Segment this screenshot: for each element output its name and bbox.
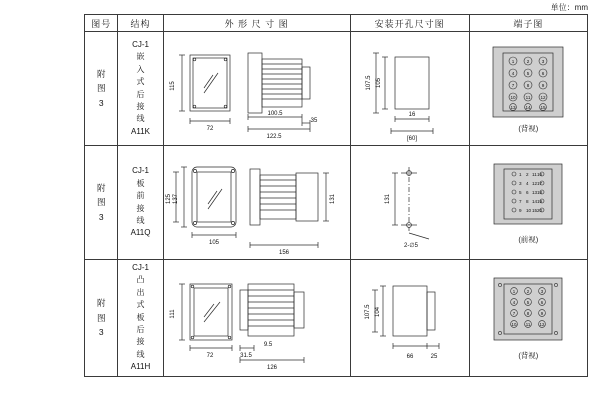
row2-term-num-18: 19 [537, 198, 543, 204]
row2-dim-2: 105 [208, 239, 219, 246]
row2-term-num-9: 10 [526, 207, 532, 213]
row1-struct-cell [118, 32, 163, 146]
row3-dim-1: 72 [206, 352, 213, 359]
row1-hole-dim-3: [60] [406, 135, 417, 142]
row2-term-num-17: 18 [537, 189, 543, 195]
row3-struct-cell [118, 260, 163, 377]
row2-term-num-12: 13 [532, 189, 538, 195]
row1-hole-cell [350, 32, 469, 146]
row1-struct-2: 入 [136, 64, 145, 74]
row3-dim-3: 31.5 [239, 352, 252, 359]
row3-term-num-6: 7 [513, 310, 516, 316]
row3-term-caption: (背视) [518, 350, 539, 360]
row3-struct-0: CJ-1 [132, 263, 149, 272]
row2-no-cell [85, 146, 118, 260]
row2-no-line2: 图 [96, 197, 106, 208]
row3-struct-2: 出 [136, 287, 145, 297]
row1-term-num-7: 8 [527, 82, 530, 88]
row1-term-cell [469, 32, 587, 146]
header-outline: 外 形 尺 寸 图 [163, 15, 350, 32]
row3-dim-2: 9.5 [263, 341, 272, 348]
row3-hole-cell [350, 260, 469, 377]
row3-term-num-3: 4 [513, 299, 516, 305]
row2-dim-4: 131 [329, 193, 336, 204]
row2-outline-drawing [164, 147, 350, 259]
row3-struct-6: 接 [136, 337, 145, 347]
row1-term-num-14: 15 [540, 104, 546, 110]
row3-hole-dim-1: 104 [374, 306, 381, 317]
row3-outline-cell [163, 260, 350, 377]
row2-term-num-10: 11 [532, 171, 538, 177]
row1-no-line3: 3 [98, 97, 104, 108]
row2-term-num-2: 3 [519, 180, 522, 186]
row3-dim-0: 111 [169, 309, 176, 319]
row1-hole-dim-2: 16 [408, 111, 415, 118]
row1-term-num-3: 4 [512, 70, 515, 76]
row3-term-num-5: 6 [541, 299, 544, 305]
row2-hole-cell [350, 146, 469, 260]
row2-struct-0: CJ-1 [132, 166, 149, 176]
row3-struct-code: A11H [130, 362, 151, 372]
row3-struct-7: 线 [136, 349, 145, 359]
row2-term-num-15: 16 [537, 171, 543, 177]
header-term: 端子图 [469, 15, 587, 32]
row3-term-num-0: 1 [513, 288, 516, 294]
row3-hole-dim-2: 25 [430, 353, 437, 360]
row1-term-num-4: 5 [527, 70, 530, 76]
row1-term-num-12: 13 [510, 104, 516, 110]
row2-term-num-13: 14 [532, 198, 538, 204]
row2-hole-drawing [351, 147, 469, 259]
row3-hole-dim-3: 66 [406, 353, 413, 360]
table-row [85, 32, 588, 146]
row1-term-num-8: 9 [542, 82, 545, 88]
row1-struct-3: 式 [136, 77, 145, 87]
row1-dim-3: 122.5 [266, 133, 282, 140]
row1-struct-0: CJ-1 [132, 39, 149, 49]
row2-term-num-0: 1 [519, 171, 522, 177]
row3-no-cell [85, 260, 118, 377]
row3-struct-1: 凸 [136, 275, 145, 285]
row2-outline-cell [163, 146, 350, 260]
row1-term-num-13: 14 [525, 104, 531, 110]
row3-term-num-11: 12 [539, 321, 545, 327]
row2-no-line3: 3 [98, 211, 104, 222]
row2-struct-2: 前 [136, 191, 145, 201]
row2-struct-4: 线 [136, 215, 145, 225]
row1-terminal-diagram [489, 44, 567, 120]
row3-term-num-1: 2 [527, 288, 530, 294]
row1-term-num-6: 7 [512, 82, 515, 88]
row3-outline-drawing [164, 262, 350, 374]
row2-hole-dim-0: 131 [384, 193, 391, 204]
row3-struct-3: 式 [136, 300, 145, 310]
row1-term-num-1: 2 [527, 58, 530, 64]
row1-hole-drawing [351, 33, 469, 145]
row2-struct-1: 板 [136, 178, 145, 188]
row1-term-num-2: 3 [542, 58, 545, 64]
row2-struct-code: A11Q [130, 228, 151, 238]
table-row [85, 146, 588, 260]
row2-struct-cell [118, 146, 163, 260]
row3-term-num-7: 8 [527, 310, 530, 316]
row1-struct-5: 接 [136, 101, 145, 111]
row3-term-num-4: 5 [527, 299, 530, 305]
row1-term-num-0: 1 [512, 58, 515, 64]
row2-term-num-3: 4 [526, 180, 529, 186]
row2-term-num-1: 2 [526, 171, 529, 177]
row2-term-num-19: 20 [537, 207, 543, 213]
header-hole: 安装开孔尺寸图 [350, 15, 469, 32]
row3-hole-drawing [351, 262, 469, 374]
row2-terminal-diagram [488, 161, 568, 231]
row1-dim-2: 100.5 [267, 110, 283, 117]
row2-term-num-4: 5 [519, 189, 522, 195]
row2-term-num-11: 12 [532, 180, 538, 186]
row3-no-line1: 附 [96, 298, 106, 309]
row1-hole-dim-1: 105 [375, 77, 382, 88]
row3-term-num-10: 11 [526, 321, 531, 327]
header-struct: 结构 [118, 15, 163, 32]
row2-term-cell [469, 146, 587, 260]
row3-term-num-2: 3 [541, 288, 544, 294]
row1-term-num-5: 6 [542, 70, 545, 76]
table-header-row [85, 15, 588, 32]
row1-no-cell [85, 32, 118, 146]
row1-term-num-9: 10 [510, 94, 516, 100]
row3-term-num-8: 9 [541, 310, 544, 316]
row1-no-line1: 附 [96, 68, 106, 79]
row3-struct-4: 板 [136, 312, 145, 322]
row2-term-num-5: 6 [526, 189, 529, 195]
row2-dim-3: 156 [278, 249, 289, 256]
row1-term-num-10: 11 [525, 94, 531, 100]
row2-term-caption: (前视) [518, 234, 539, 244]
row1-term-caption: (背视) [518, 123, 539, 133]
header-no: 图号 [85, 15, 118, 32]
row2-term-num-14: 15 [532, 207, 538, 213]
row1-struct-code: A11K [131, 126, 150, 136]
row3-hole-dim-0: 107.5 [364, 304, 371, 320]
row1-outline-cell [163, 32, 350, 146]
row3-no-line2: 图 [96, 312, 106, 323]
row3-terminal-diagram [489, 275, 567, 347]
row1-struct-6: 线 [136, 114, 145, 124]
row1-struct-4: 后 [136, 89, 145, 99]
unit-note: 单位：mm [550, 3, 588, 12]
row1-no-line2: 图 [96, 83, 106, 94]
row2-term-num-16: 17 [537, 180, 543, 186]
row2-dim-0: 137 [172, 193, 179, 204]
row1-dim-0: 115 [169, 80, 176, 91]
row3-struct-5: 后 [136, 324, 145, 334]
row3-no-line3: 3 [98, 326, 104, 337]
row2-term-num-6: 7 [519, 198, 522, 204]
spec-table [84, 14, 588, 377]
row1-dim-1: 72 [206, 125, 213, 132]
row1-struct-1: 嵌 [136, 52, 145, 62]
row3-term-cell [469, 260, 587, 377]
row2-no-line1: 附 [96, 182, 106, 193]
row1-hole-dim-0: 107.5 [365, 74, 372, 91]
row3-dim-4: 126 [266, 364, 277, 371]
row2-struct-3: 接 [136, 203, 145, 213]
row3-term-num-9: 10 [511, 321, 517, 327]
row1-term-num-11: 12 [540, 94, 546, 100]
row2-dim-1: 125 [165, 193, 172, 204]
row1-dim-4: 35 [310, 117, 317, 124]
row1-outline-drawing [164, 33, 350, 145]
row2-term-num-8: 9 [519, 207, 522, 213]
table-row [85, 260, 588, 377]
row2-hole-dim-1: 2-∅5 [403, 242, 418, 249]
row2-term-num-7: 8 [526, 198, 529, 204]
